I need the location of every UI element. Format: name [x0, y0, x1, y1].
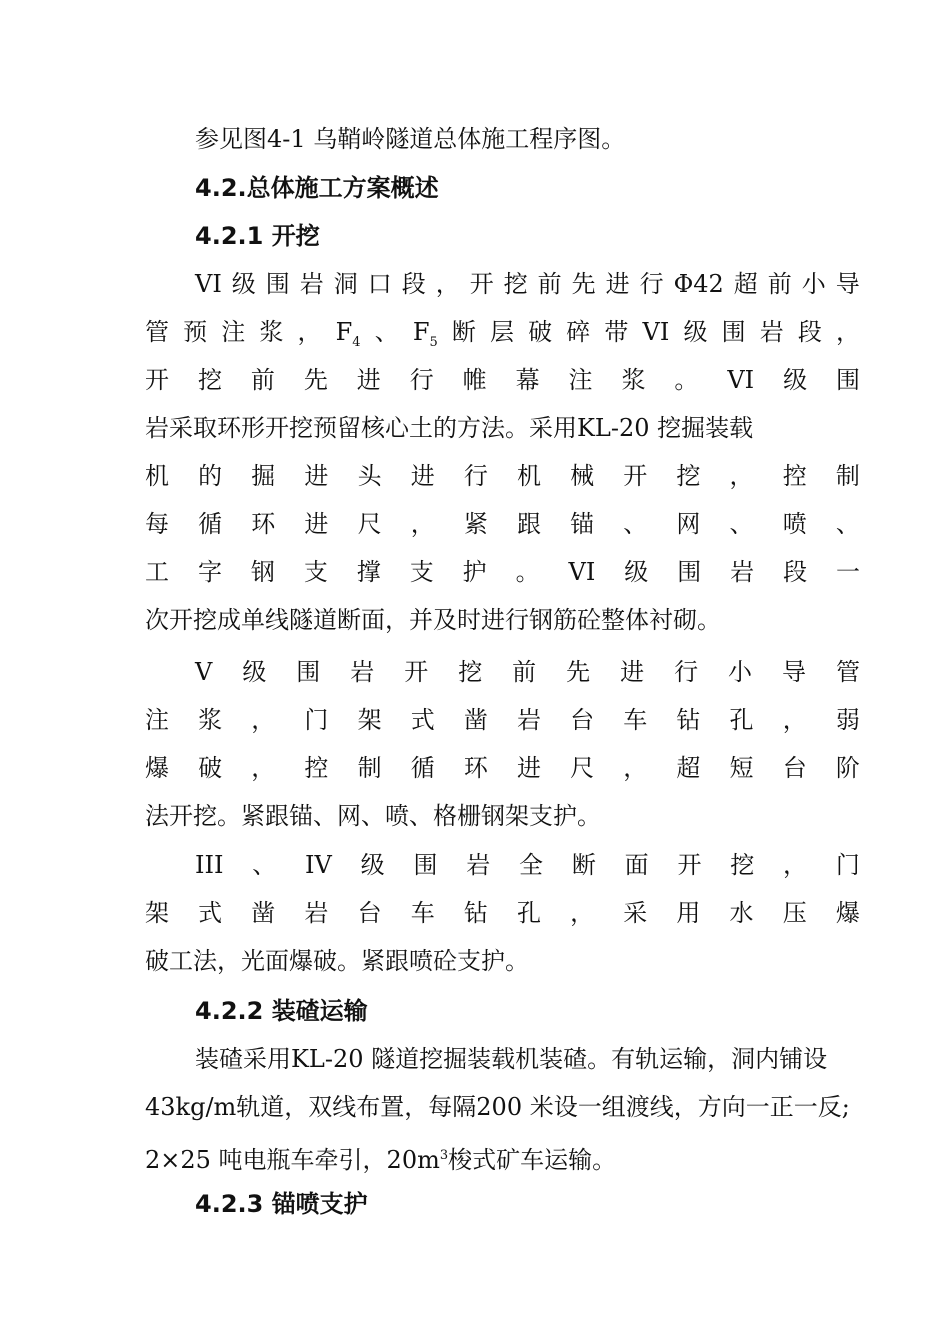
glyph: 阶 — [835, 754, 860, 782]
glyph: ， — [251, 754, 276, 782]
glyph: 级 — [683, 318, 708, 346]
glyph: 式 — [198, 899, 223, 927]
glyph: 面 — [624, 851, 649, 879]
paragraph-v-line-3 — [145, 748, 860, 788]
glyph: 制 — [357, 754, 382, 782]
glyph: 小 — [728, 658, 753, 686]
glyph: 支 — [409, 558, 434, 586]
glyph: 岩 — [466, 851, 491, 879]
paragraph-iii-iv-line-1 — [195, 845, 860, 885]
glyph: 压 — [782, 899, 807, 927]
glyph: IV — [305, 851, 332, 879]
glyph: 岩 — [350, 658, 375, 686]
glyph: 围 — [721, 318, 746, 346]
glyph: 超 — [676, 754, 701, 782]
glyph: 段 — [783, 558, 808, 586]
glyph: 级 — [231, 270, 256, 298]
glyph: 。 — [515, 558, 540, 586]
glyph: ， — [297, 318, 322, 346]
glyph: 进 — [620, 658, 645, 686]
glyph: 弱 — [835, 706, 860, 734]
paragraph-v-line-1 — [195, 652, 860, 692]
paragraph-v-line-4: 法开挖。紧跟锚、网、喷、格栅钢架支护。 — [145, 802, 601, 830]
glyph: 段 — [797, 318, 822, 346]
glyph: 挖 — [197, 366, 222, 394]
glyph: 跟 — [516, 510, 541, 538]
glyph: 一 — [836, 558, 860, 586]
glyph: 岩 — [516, 706, 541, 734]
glyph: ， — [729, 462, 754, 490]
glyph: 小 — [801, 270, 826, 298]
glyph: 断 — [571, 851, 596, 879]
glyph: 碎 — [566, 318, 591, 346]
glyph: ， — [570, 899, 595, 927]
reference-line: 参见图4-1 乌鞘岭隧道总体施工程序图。 — [195, 125, 626, 153]
glyph: VI — [195, 270, 222, 298]
glyph: 进 — [304, 510, 329, 538]
paragraph-excavation-line-3 — [145, 360, 860, 400]
glyph: 、 — [835, 510, 860, 538]
glyph: 管 — [145, 318, 169, 346]
subsection-heading-4-2-3: 4.2.3 锚喷支护 — [195, 1190, 368, 1218]
glyph: 车 — [410, 899, 435, 927]
glyph: 爆 — [145, 754, 169, 782]
glyph: 浆 — [259, 318, 284, 346]
glyph: 械 — [570, 462, 595, 490]
glyph: 导 — [782, 658, 806, 686]
glyph: 凿 — [251, 899, 276, 927]
glyph: 门 — [835, 851, 860, 879]
glyph: 架 — [145, 899, 169, 927]
glyph: 环 — [463, 754, 488, 782]
glyph: 尺 — [570, 754, 595, 782]
glyph: 幕 — [515, 366, 540, 394]
glyph: 围 — [296, 658, 321, 686]
glyph: 开 — [404, 658, 429, 686]
glyph: 岩 — [304, 899, 329, 927]
paragraph-v-line-2 — [145, 700, 860, 740]
glyph: 管 — [835, 658, 860, 686]
glyph: 预 — [183, 318, 208, 346]
glyph: 挖 — [458, 658, 483, 686]
glyph: 破 — [528, 318, 553, 346]
glyph: V — [195, 658, 213, 686]
glyph: 导 — [835, 270, 860, 298]
glyph: 先 — [303, 366, 328, 394]
glyph: 级 — [360, 851, 385, 879]
glyph: ， — [623, 754, 648, 782]
glyph: 紧 — [463, 510, 488, 538]
glyph: 台 — [782, 754, 807, 782]
glyph: 车 — [623, 706, 648, 734]
paragraph-iii-iv-line-2 — [145, 893, 860, 933]
glyph: 围 — [413, 851, 438, 879]
glyph: 挖 — [730, 851, 755, 879]
paragraph-excavation-line-4: 岩采取环形开挖预留核心土的方法。采用KL-20 挖掘装载 — [145, 414, 754, 442]
glyph: 断 — [451, 318, 476, 346]
glyph: 。 — [674, 366, 699, 394]
glyph: 前 — [512, 658, 537, 686]
glyph: 式 — [410, 706, 435, 734]
fault-f4: $F_4$ — [335, 318, 361, 350]
paragraph-excavation-line-6 — [145, 504, 860, 544]
glyph: 挖 — [676, 462, 701, 490]
glyph: 岩 — [730, 558, 755, 586]
glyph: 层 — [490, 318, 514, 346]
glyph: 进 — [304, 462, 329, 490]
paragraph-excavation-line-2 — [145, 312, 860, 363]
glyph: 水 — [729, 899, 754, 927]
paragraph-haulage-line-3: 2×25 吨电瓶车牵引，$20m^3$梭式矿车运输。 — [145, 1146, 617, 1174]
glyph: 支 — [303, 558, 328, 586]
glyph: 进 — [605, 270, 630, 298]
glyph: 全 — [519, 851, 544, 879]
glyph: 围 — [265, 270, 290, 298]
glyph: ， — [782, 706, 807, 734]
superscript-3: 3 — [439, 1148, 449, 1163]
glyph: 浆 — [198, 706, 223, 734]
paragraph-excavation-line-8: 次开挖成单线隧道断面，并及时进行钢筋砼整体衬砌。 — [145, 606, 721, 634]
glyph: 级 — [783, 366, 808, 394]
glyph: 网 — [676, 510, 701, 538]
glyph: 工 — [145, 558, 169, 586]
glyph: 行 — [674, 658, 699, 686]
glyph: 门 — [304, 706, 329, 734]
glyph: 围 — [677, 558, 702, 586]
glyph: 前 — [767, 270, 792, 298]
glyph: 行 — [639, 270, 664, 298]
glyph: 制 — [835, 462, 860, 490]
glyph: 字 — [197, 558, 222, 586]
glyph: ， — [251, 706, 276, 734]
glyph: 钻 — [463, 899, 488, 927]
glyph: 台 — [570, 706, 595, 734]
glyph: 前 — [250, 366, 275, 394]
glyph: 用 — [676, 899, 701, 927]
glyph: ， — [835, 318, 860, 346]
glyph: 采 — [623, 899, 648, 927]
paragraph-haulage-line-2: 43kg/m轨道，双线布置，每隔200 米设一组渡线，方向一正一反; — [145, 1093, 850, 1121]
glyph: 先 — [571, 270, 596, 298]
glyph: 先 — [566, 658, 591, 686]
subsection-heading-4-2-1: 4.2.1 开挖 — [195, 222, 320, 250]
glyph: 开 — [145, 366, 169, 394]
glyph: 注 — [568, 366, 593, 394]
glyph: 注 — [221, 318, 246, 346]
glyph: 的 — [198, 462, 223, 490]
glyph: 注 — [145, 706, 169, 734]
glyph: 孔 — [516, 899, 541, 927]
glyph: 撑 — [356, 558, 381, 586]
glyph: 锚 — [570, 510, 595, 538]
glyph: 环 — [251, 510, 276, 538]
glyph: 进 — [516, 754, 541, 782]
glyph: 机 — [145, 462, 169, 490]
glyph: 每 — [145, 510, 169, 538]
glyph: 开 — [469, 270, 494, 298]
glyph: 口 — [367, 270, 392, 298]
glyph: 循 — [198, 510, 223, 538]
glyph: 进 — [410, 462, 435, 490]
glyph: 架 — [357, 706, 382, 734]
glyph: 、 — [623, 510, 648, 538]
paragraph-iii-iv-line-3: 破工法，光面爆破。紧跟喷砼支护。 — [145, 947, 529, 975]
glyph: 喷 — [782, 510, 807, 538]
glyph: VI — [642, 318, 670, 346]
glyph: III — [195, 851, 224, 879]
glyph: 控 — [304, 754, 329, 782]
subsection-heading-4-2-2: 4.2.2 装碴运输 — [195, 997, 368, 1025]
glyph: 循 — [410, 754, 435, 782]
glyph: 段 — [401, 270, 426, 298]
paragraph-haulage-line-1: 装碴采用KL-20 隧道挖掘装载机装碴。有轨运输，洞内铺设 — [195, 1045, 828, 1073]
glyph: 钢 — [250, 558, 275, 586]
glyph: 台 — [357, 899, 382, 927]
glyph: 、 — [729, 510, 754, 538]
glyph: 掘 — [251, 462, 276, 490]
glyph: 孔 — [729, 706, 754, 734]
glyph: 开 — [623, 462, 648, 490]
glyph: ， — [435, 270, 460, 298]
paragraph-excavation-line-1 — [195, 264, 860, 304]
paragraph-excavation-line-7 — [145, 552, 860, 592]
section-heading-4-2: 4.2.总体施工方案概述 — [195, 174, 439, 202]
paragraph-excavation-line-5 — [145, 456, 860, 496]
glyph: 护 — [462, 558, 487, 586]
glyph: 开 — [677, 851, 702, 879]
glyph: 行 — [409, 366, 434, 394]
glyph: 、 — [252, 851, 277, 879]
glyph: 挖 — [503, 270, 528, 298]
glyph: 帷 — [462, 366, 487, 394]
glyph: 尺 — [357, 510, 382, 538]
glyph: 头 — [357, 462, 382, 490]
glyph: 前 — [537, 270, 562, 298]
glyph: 浆 — [621, 366, 646, 394]
glyph: 洞 — [333, 270, 358, 298]
glyph: 爆 — [835, 899, 860, 927]
glyph: 超 — [733, 270, 758, 298]
glyph: 机 — [516, 462, 541, 490]
glyph: 带 — [604, 318, 629, 346]
glyph: 围 — [836, 366, 860, 394]
glyph: 岩 — [759, 318, 784, 346]
glyph: 级 — [624, 558, 649, 586]
glyph: 钻 — [676, 706, 701, 734]
glyph: 凿 — [463, 706, 488, 734]
glyph: Φ42 — [673, 270, 724, 298]
fault-f5: $F_5$ — [412, 318, 438, 350]
glyph: VI — [568, 558, 596, 586]
glyph: ， — [783, 851, 808, 879]
glyph: 进 — [356, 366, 381, 394]
glyph: 行 — [463, 462, 488, 490]
glyph: 控 — [782, 462, 807, 490]
glyph: 短 — [729, 754, 754, 782]
glyph: VI — [727, 366, 755, 394]
glyph: ， — [410, 510, 435, 538]
glyph: 级 — [242, 658, 267, 686]
glyph: 岩 — [299, 270, 324, 298]
glyph: 破 — [198, 754, 223, 782]
glyph: 、 — [374, 318, 399, 346]
